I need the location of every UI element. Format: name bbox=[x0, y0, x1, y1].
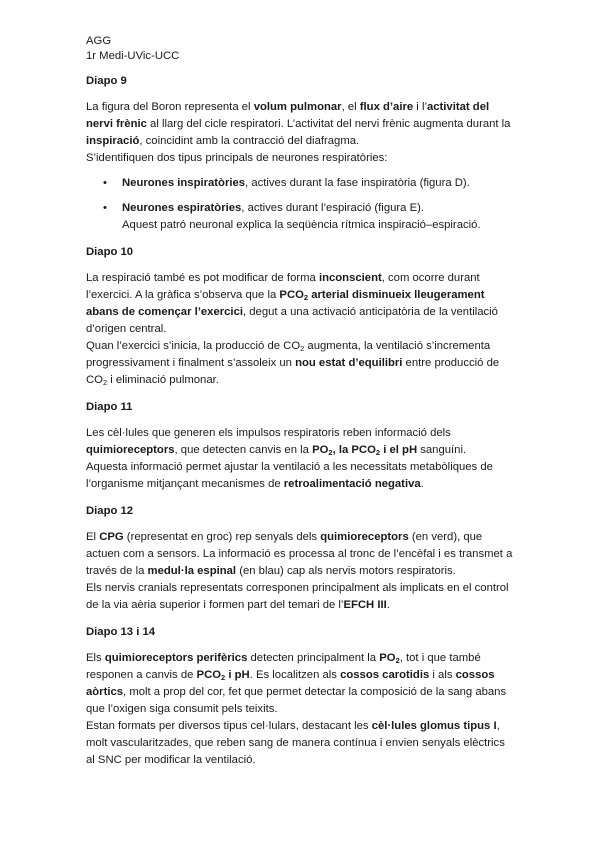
header-course: 1r Medi-UVic-UCC bbox=[86, 49, 180, 62]
paragraph-diapo-10: La respiració també es pot modificar de forma inconscient, com ocorre durant l’exercici. A la gràfica s’observa que la $PCO_2$ arterial disminueix lleugerament abans de començar l’exercici, degut a una activació anticipatòria de la ventilació d’origen central. Quan l’exercici s’inicia, la producció de $CO_2$ augmenta, la ventilació s’incrementa progressivament i finalment s’assoleix un nou estat d’equilibri entre producció de $CO_2$ i eliminació pulmonar. bbox=[86, 272, 500, 387]
section-title-diapo-13-14: Diapo 13 i 14 bbox=[86, 626, 156, 638]
paragraph-diapo-11: Les cèl·lules que generen els impulsos respiratoris reben informació dels quimioreceptors, que detecten canvis en la $PO_2$, la $PCO_2$ i el pH sanguíni. Aquesta informació permet ajustar la ventilació a les necessitats metabòliques de l’organisme mitjançant mecanismes de retroalimentació negativa. bbox=[86, 427, 493, 490]
list-item: • Neurones espiratòries, actives durant l’espiració (figura E). Aquest patró neuronal explica la seqüència rítmica inspiració–espiració. bbox=[122, 200, 514, 234]
paragraph-diapo-9-intro: La figura del Boron representa el volum pulmonar, el flux d’aire i l’activitat del nervi frènic al llarg del cicle respiratori. L’activitat del nervi frènic augmenta durant la inspiració, coincidint amb la contracció del diafragma. S’identifiquen dos tipus principals de neurones respiratòries: bbox=[86, 101, 511, 164]
section-title-diapo-11: Diapo 11 bbox=[86, 401, 133, 413]
section-title-diapo-12: Diapo 12 bbox=[86, 505, 134, 517]
neuron-types-list bbox=[86, 175, 514, 234]
section-title-diapo-9: Diapo 9 bbox=[86, 75, 127, 87]
list-item: • Neurones inspiratòries, actives durant la fase inspiratòria (figura D). bbox=[122, 175, 514, 192]
section-title-diapo-10: Diapo 10 bbox=[86, 246, 134, 258]
paragraph-diapo-12: El CPG (representat en groc) rep senyals dels quimioreceptors (en verd), que actuen com a sensors. La informació es processa al tronc de l’encèfal i es transmet a través de la medul·la espinal (en blau) cap als nervis motors respiratoris. Els nervis cranials representats corresponen principalment als implicats en el control de la via aèria superior i formen part del temari de l’EFCH III. bbox=[86, 531, 513, 611]
header-author: AGG bbox=[86, 35, 112, 47]
paragraph-diapo-13-14: Els quimioreceptors perifèrics detecten principalment la $PO_2$, tot i que també responen a canvis de $PCO_2$ i pH. Es localitzen als cossos carotidis i als cossos aòrtics, molt a prop del cor, fet que permet detectar la composició de la sang abans que l’oxigen siga consumit pels teixits. Estan formats per diversos tipus cel·lulars, destacant les cèl·lules glomus tipus I, molt vascularitzades, que reben sang de manera contínua i envien senyals elèctrics al SNC per modificar la ventilació. bbox=[86, 652, 507, 766]
